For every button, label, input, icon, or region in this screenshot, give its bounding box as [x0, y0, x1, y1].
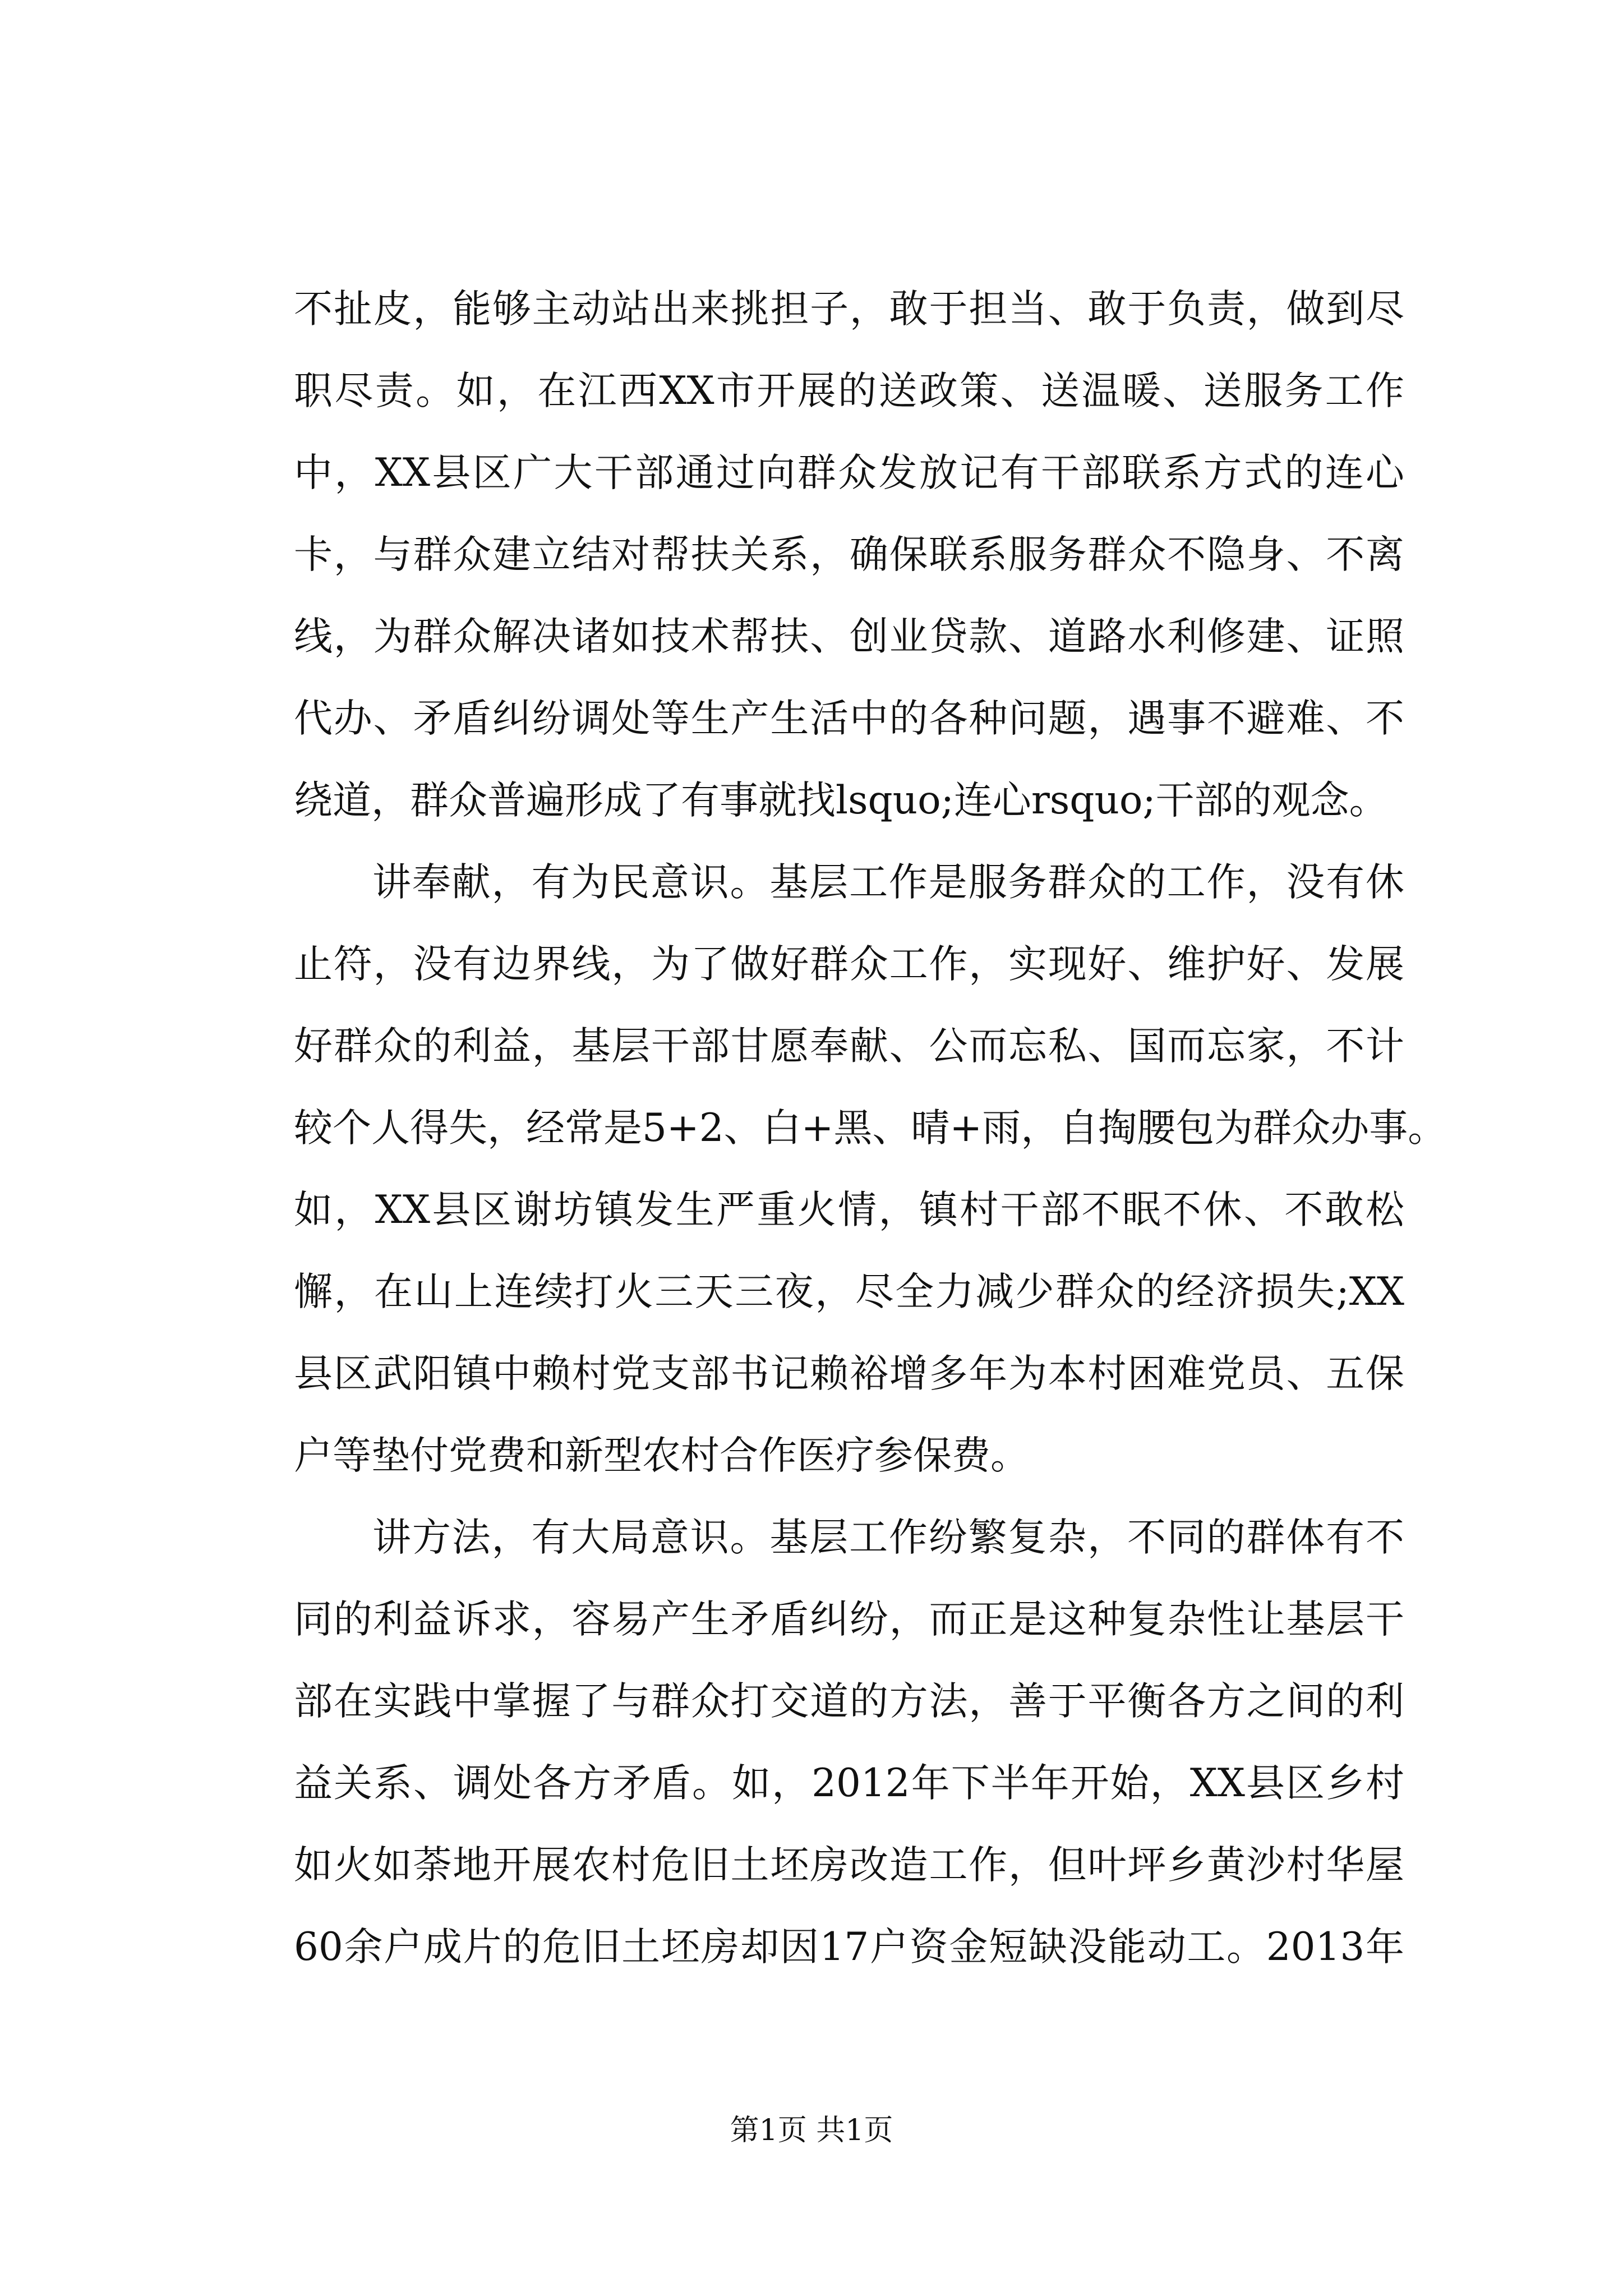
paragraph-first-line: 讲方法，有大局意识。基层工作纷繁复杂，不同的群体有不	[372, 1515, 1404, 1560]
text-line: 益关系、调处各方矛盾。如，2012年下半年开始，XX县区乡村	[294, 1761, 1404, 1806]
text-line: 卡，与群众建立结对帮扶关系，确保联系服务群众不隐身、不离	[294, 532, 1404, 577]
text-line: 县区武阳镇中赖村党支部书记赖裕增多年为本村困难党员、五保	[294, 1351, 1404, 1396]
text-line: 同的利益诉求，容易产生矛盾纠纷，而正是这种复杂性让基层干	[294, 1597, 1404, 1642]
text-line: 止符，没有边界线，为了做好群众工作，实现好、维护好、发展	[294, 942, 1404, 987]
text-line: 不扯皮，能够主动站出来挑担子，敢于担当、敢于负责，做到尽	[294, 287, 1404, 332]
text-line: 如，XX县区谢坊镇发生严重火情，镇村干部不眠不休、不敢松	[294, 1188, 1404, 1232]
text-line: 60余户成片的危旧土坯房却因17户资金短缺没能动工。2013年	[294, 1925, 1404, 1970]
text-line: 职尽责。如，在江西XX市开展的送政策、送温暖、送服务工作	[294, 369, 1404, 413]
text-line: 好群众的利益，基层干部甘愿奉献、公而忘私、国而忘家，不计	[294, 1024, 1404, 1069]
text-line: 懈，在山上连续打火三天三夜，尽全力减少群众的经济损失;XX	[294, 1269, 1404, 1314]
text-line: 部在实践中掌握了与群众打交道的方法，善于平衡各方之间的利	[294, 1679, 1404, 1724]
text-line: 如火如荼地开展农村危旧土坯房改造工作，但叶坪乡黄沙村华屋	[294, 1843, 1404, 1888]
text-line: 中，XX县区广大干部通过向群众发放记有干部联系方式的连心	[294, 450, 1404, 495]
text-line: 户等垫付党费和新型农村合作医疗参保费。	[294, 1433, 1029, 1478]
document-body	[294, 268, 1447, 1988]
text-line: 较个人得失，经常是5+2、白+黑、晴+雨，自掏腰包为群众办事。	[294, 1106, 1447, 1151]
paragraph-first-line: 讲奉献，有为民意识。基层工作是服务群众的工作，没有休	[372, 860, 1404, 905]
text-line: 代办、矛盾纠纷调处等生产生活中的各种问题，遇事不避难、不	[294, 696, 1404, 741]
page-number-footer: 第1页 共1页	[730, 2114, 893, 2147]
text-line: 线，为群众解决诸如技术帮扶、创业贷款、道路水利修建、证照	[294, 614, 1404, 659]
text-line: 绕道，群众普遍形成了有事就找lsquo;连心rsquo;干部的观念。	[294, 778, 1388, 823]
